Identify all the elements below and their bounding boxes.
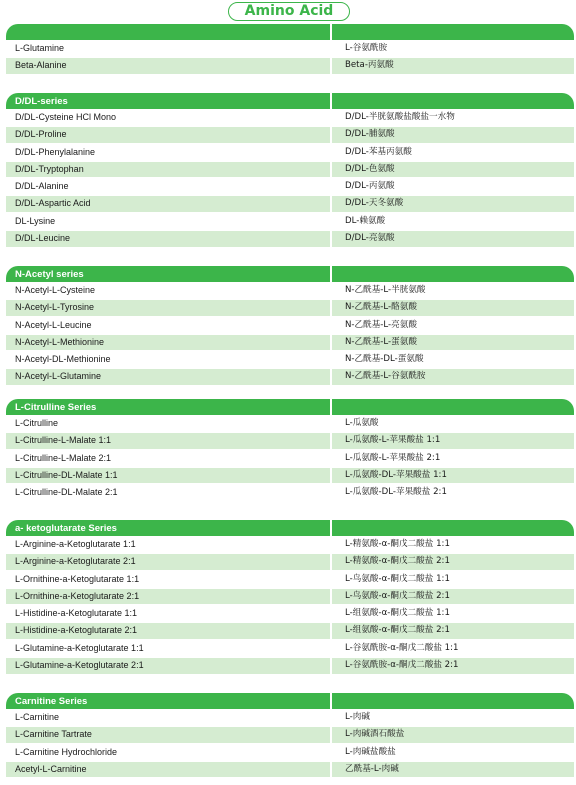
chinese-name-cell: Beta-丙氨酸 (332, 58, 574, 74)
section-header (6, 93, 574, 109)
english-name-cell: D/DL-Cysteine HCl Mono (15, 112, 117, 122)
table-row (6, 334, 574, 351)
section-header-right (332, 520, 574, 536)
chinese-name-cell: N-乙酰基-L-酪氨酸 (332, 300, 574, 316)
chinese-name-cell: L-组氨酸-α-酮戊二酸盐 2:1 (332, 623, 574, 639)
chinese-name-cell: L-组氨酸-α-酮戊二酸盐 1:1 (345, 608, 450, 619)
table-row (6, 605, 574, 622)
english-name-cell: L-Ornithine-a-Ketoglutarate 1:1 (15, 573, 140, 584)
english-name-cell: L-Glutamine (15, 43, 65, 53)
english-name-cell: D/DL-Phenylalanine (15, 146, 96, 157)
chinese-name-cell: L-精氨酸-α-酮戊二酸盐 2:1 (332, 554, 574, 570)
table-row (6, 144, 574, 161)
table-row (6, 282, 574, 299)
english-name-cell: D/DL-Alanine (15, 181, 69, 192)
section-title: L-Citrulline Series (15, 402, 97, 413)
chinese-name-cell: DL-赖氨酸 (345, 215, 386, 226)
table-row (6, 761, 574, 778)
english-name-cell: DL-Lysine (15, 215, 56, 226)
section-3 (6, 399, 574, 501)
chinese-name-cell: L-谷氨酰胺-α-酮戊二酸盐 1:1 (345, 642, 459, 653)
chinese-name-cell: L-瓜氨酸-DL-苹果酸盐 1:1 (332, 468, 574, 484)
table-row (6, 536, 574, 553)
table-row (6, 432, 574, 449)
section-header (6, 399, 574, 415)
english-name-cell: L-Carnitine (15, 712, 60, 722)
table-row (6, 415, 574, 432)
table-row (6, 317, 574, 334)
section-header (6, 520, 574, 536)
chinese-name-cell: D/DL-亮氨酸 (332, 231, 574, 247)
english-name-cell: L-Glutamine-a-Ketoglutarate 2:1 (6, 658, 330, 674)
chinese-name-cell: L-瓜氨酸-L-苹果酸盐 2:1 (345, 452, 441, 463)
english-name-cell: N-Acetyl-L-Glutamine (6, 369, 330, 385)
chinese-name-cell: N-乙酰基-L-谷氨酰胺 (332, 369, 574, 385)
chinese-name-cell: N-乙酰基-L-蛋氨酸 (332, 335, 574, 351)
section-title: a- ketoglutarate Series (15, 523, 117, 534)
table-row (6, 657, 574, 674)
table-row (6, 726, 574, 743)
chinese-name-cell: L-瓜氨酸 (345, 418, 379, 428)
table-row (6, 299, 574, 316)
english-name-cell: L-Citrulline (15, 418, 59, 428)
section-5 (6, 693, 574, 778)
table-row (6, 57, 574, 74)
chinese-name-cell: N-乙酰基-DL-蛋氨酸 (345, 354, 424, 365)
chinese-name-cell: N-乙酰基-L-半胱氨酸 (345, 285, 426, 295)
english-name-cell: N-Acetyl-DL-Methionine (15, 354, 111, 365)
chinese-name-cell: L-谷氨酰胺 (345, 43, 388, 53)
table-row (6, 640, 574, 657)
section-header-left (6, 24, 330, 40)
section-title: N-Acetyl series (15, 269, 84, 280)
chinese-name-cell: D/DL-苯基丙氨酸 (345, 146, 412, 157)
table-row (6, 109, 574, 126)
chinese-name-cell: L-鸟氨酸-α-酮戊二酸盐 1:1 (345, 573, 450, 584)
section-4 (6, 520, 574, 674)
english-name-cell: L-Ornithine-a-Ketoglutarate 2:1 (6, 589, 330, 605)
english-name-cell: L-Carnitine Tartrate (6, 727, 330, 743)
english-name-cell: L-Citrulline-DL-Malate 1:1 (6, 468, 330, 484)
table-row (6, 40, 574, 57)
english-name-cell: Acetyl-L-Carnitine (6, 762, 330, 778)
english-name-cell: D/DL-Leucine (6, 231, 330, 247)
chinese-name-cell: N-乙酰基-L-亮氨酸 (345, 319, 417, 330)
english-name-cell: N-Acetyl-L-Cysteine (15, 285, 96, 295)
english-name-cell: L-Citrulline-DL-Malate 2:1 (15, 487, 118, 498)
table-row (6, 351, 574, 368)
table-row (6, 467, 574, 484)
chinese-name-cell: D/DL-脯氨酸 (332, 127, 574, 143)
english-name-cell: N-Acetyl-L-Methionine (6, 335, 330, 351)
section-0 (6, 24, 574, 75)
chinese-name-cell: L-肉碱盐酸盐 (345, 746, 396, 757)
english-name-cell: L-Carnitine Hydrochloride (15, 746, 118, 757)
chinese-name-cell: L-肉碱 (345, 712, 370, 722)
english-name-cell: D/DL-Proline (6, 127, 330, 143)
chinese-name-cell: L-精氨酸-α-酮戊二酸盐 1:1 (345, 539, 450, 549)
chinese-name-cell: D/DL-色氨酸 (332, 162, 574, 178)
english-name-cell: L-Citrulline-L-Malate 2:1 (15, 452, 112, 463)
english-name-cell: L-Arginine-a-Ketoglutarate 1:1 (15, 539, 136, 549)
section-header (6, 693, 574, 709)
section-header-right (332, 693, 574, 709)
section-header-right (332, 399, 574, 415)
english-name-cell: D/DL-Aspartic Acid (6, 196, 330, 212)
chinese-name-cell: L-鸟氨酸-α-酮戊二酸盐 2:1 (332, 589, 574, 605)
english-name-cell: N-Acetyl-L-Leucine (15, 319, 92, 330)
table-row (6, 588, 574, 605)
section-header (6, 24, 574, 40)
english-name-cell: L-Citrulline-L-Malate 1:1 (6, 433, 330, 449)
table-row (6, 368, 574, 385)
section-1 (6, 93, 574, 247)
section-header-right (332, 266, 574, 282)
page-title-banner (0, 0, 576, 26)
section-header-right (332, 93, 574, 109)
chinese-name-cell: L-瓜氨酸-DL-苹果酸盐 2:1 (345, 487, 447, 498)
chinese-name-cell: L-肉碱酒石酸盐 (332, 727, 574, 743)
english-name-cell: L-Glutamine-a-Ketoglutarate 1:1 (15, 642, 144, 653)
section-header (6, 266, 574, 282)
chinese-name-cell: D/DL-半胱氨酸盐酸盐一水物 (345, 112, 455, 122)
table-row (6, 178, 574, 195)
table-row (6, 553, 574, 570)
english-name-cell: N-Acetyl-L-Tyrosine (6, 300, 330, 316)
table-row (6, 744, 574, 761)
english-name-cell: L-Histidine-a-Ketoglutarate 2:1 (6, 623, 330, 639)
chinese-name-cell: L-瓜氨酸-L-苹果酸盐 1:1 (332, 433, 574, 449)
table-row (6, 161, 574, 178)
table-row (6, 571, 574, 588)
chinese-name-cell: L-谷氨酰胺-α-酮戊二酸盐 2:1 (332, 658, 574, 674)
table-row (6, 230, 574, 247)
chinese-name-cell: D/DL-天冬氨酸 (332, 196, 574, 212)
page-title: Amino Acid (244, 3, 334, 19)
chinese-name-cell: D/DL-丙氨酸 (345, 181, 395, 192)
table-row (6, 622, 574, 639)
english-name-cell: L-Histidine-a-Ketoglutarate 1:1 (15, 608, 138, 619)
table-row (6, 484, 574, 501)
section-2 (6, 266, 574, 386)
table-row (6, 213, 574, 230)
section-title: D/DL-series (15, 96, 68, 107)
section-title: Carnitine Series (15, 696, 88, 707)
english-name-cell: Beta-Alanine (6, 58, 330, 74)
table-row (6, 709, 574, 726)
table-row (6, 126, 574, 143)
table-row (6, 195, 574, 212)
section-header-right (332, 24, 574, 40)
chinese-name-cell: 乙酰基-L-肉碱 (332, 762, 574, 778)
english-name-cell: D/DL-Tryptophan (6, 162, 330, 178)
table-row (6, 450, 574, 467)
english-name-cell: L-Arginine-a-Ketoglutarate 2:1 (6, 554, 330, 570)
